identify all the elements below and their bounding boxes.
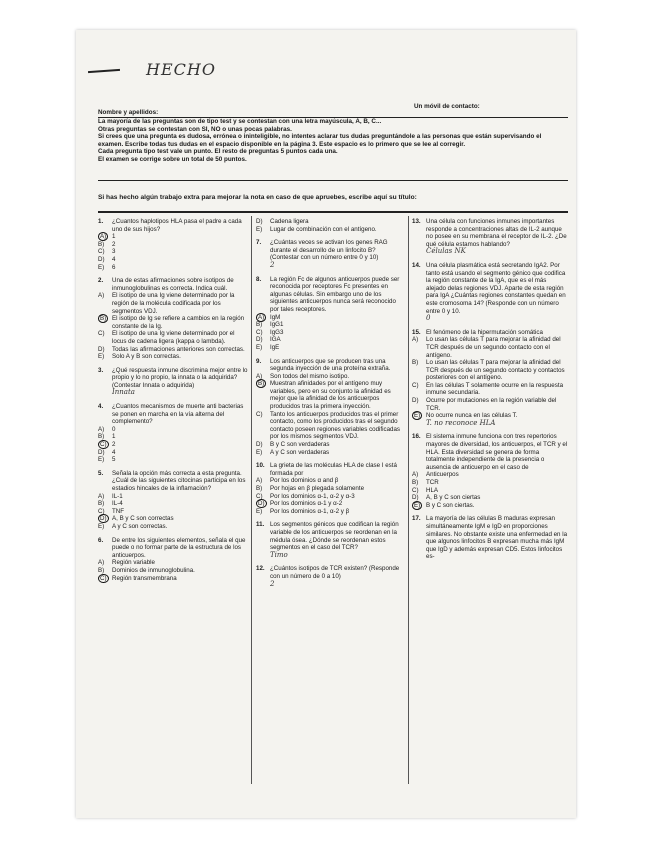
- option-letter: [98, 248, 112, 256]
- option-text: 4: [112, 448, 116, 456]
- option-letter-text: B): [100, 315, 107, 323]
- option-text: Por los dominios α-1 y α-2: [270, 500, 343, 508]
- option-text: IL-4: [112, 500, 123, 508]
- option-letter: [412, 487, 426, 495]
- option-letter: [98, 426, 112, 434]
- option-text: Ocurre por mutaciones en la región variable del TCR.: [426, 397, 557, 412]
- question: [256, 521, 406, 559]
- option-letter-text: C): [98, 248, 105, 256]
- answer-option: [98, 559, 248, 567]
- question-number: 14.: [412, 261, 421, 269]
- option-letter-text: D): [256, 441, 263, 449]
- option-text: IgG1: [270, 321, 284, 329]
- option-letter: [256, 477, 270, 485]
- option-letter: [412, 336, 426, 359]
- option-letter: [98, 330, 112, 345]
- question-stem: [256, 521, 406, 551]
- question-stem: [256, 358, 406, 373]
- answer-option: [98, 353, 248, 361]
- question-text: Los segmentos génicos que codifican la región variable de los anticuerpos se reordenan en la médula ósea. ¿Dónde se reordenan estos segmentos en el caso del TCR?: [270, 521, 399, 552]
- option-letter-text: C): [98, 507, 105, 515]
- handwritten-answer: Innata: [112, 388, 135, 397]
- option-letter-text: D): [412, 494, 419, 502]
- option-text: A, B y C son correctas: [112, 515, 174, 523]
- question-stem: [256, 462, 406, 477]
- answer-option: [256, 500, 406, 508]
- option-text: 4: [112, 255, 116, 263]
- handwritten-answer: 2: [270, 579, 275, 588]
- option-letter: [256, 380, 270, 410]
- option-letter-text: D): [256, 336, 263, 344]
- option-text: Lugar de combinación con el antígeno.: [270, 225, 377, 233]
- name-label: Nombre y apellidos:: [98, 109, 159, 116]
- answer-option: [98, 346, 248, 354]
- question-stem: [98, 218, 248, 233]
- option-text: Tanto los anticuerpos producidos tras el primer contacto, como los producidos tras el segundo contacto poseen regiones variables codificadas por los mismos segmentos VDJ.: [270, 410, 401, 441]
- answer-option: [256, 449, 406, 457]
- option-letter-text: D): [98, 255, 105, 263]
- option-letter-text: A): [258, 313, 265, 321]
- option-letter-text: A): [412, 471, 419, 479]
- answer-option: [98, 426, 248, 434]
- option-letter: [412, 359, 426, 382]
- option-letter: [256, 226, 270, 234]
- answer-option: [98, 330, 248, 345]
- answer-option: [98, 523, 248, 531]
- option-letter: [256, 485, 270, 493]
- option-letter: [256, 218, 270, 226]
- question: [98, 537, 248, 583]
- handwritten-answer: Timo: [270, 550, 288, 559]
- answer-option: [98, 515, 248, 523]
- option-text: 2: [112, 441, 116, 449]
- option-letter-text: E): [256, 343, 263, 351]
- question-number: 2.: [98, 277, 104, 285]
- option-text: B y C son verdaderas: [270, 441, 330, 449]
- question-stem: [412, 262, 568, 315]
- answer-option: [412, 502, 568, 510]
- option-text: Región variable: [112, 559, 155, 567]
- answer-option: [98, 292, 248, 315]
- option-letter-text: C): [412, 381, 419, 389]
- exam-page: [76, 30, 576, 818]
- option-text: A, B y C son ciertas: [426, 494, 481, 502]
- question: [412, 218, 568, 256]
- option-text: Por los dominios α and β: [270, 477, 339, 485]
- option-letter-text: A): [98, 425, 105, 433]
- handwritten-hecho: HECHO: [146, 60, 216, 79]
- question-stem: [256, 276, 406, 314]
- handwritten-answer: Células NK: [426, 247, 466, 256]
- question-stem: [98, 470, 248, 493]
- answer-option: [98, 508, 248, 516]
- option-letter: [256, 321, 270, 329]
- extra-work-label: Si has hecho algún trabajo extra para mejorar la nota en caso de que apruebes, escribe aquí su título:: [98, 194, 417, 201]
- option-letter: [98, 523, 112, 531]
- answer-option: [98, 500, 248, 508]
- question-number: 12.: [256, 565, 265, 573]
- question-text: Una de estas afirmaciones sobre isotipos de inmunoglobulinas es correcta. Indica cuál.: [112, 277, 234, 292]
- answer-option: [256, 344, 406, 352]
- option-text: Anticuerpos: [426, 471, 459, 479]
- option-letter-text: E): [256, 448, 263, 456]
- question-stem: [412, 218, 568, 248]
- option-letter-text: B): [412, 359, 419, 367]
- option-letter: [256, 441, 270, 449]
- answer-option: [256, 380, 406, 410]
- option-letter-text: D): [258, 500, 265, 508]
- option-letter-text: C): [256, 410, 263, 418]
- question-text: La mayoría de las células B maduras expresan simultáneamente IgM e IgD en proporciones similares. No obstante existe una enfermedad en la que algunos linfocitos B expresan mucha más IgM que IgD y además expresan CD5. Estos linfocitos es-: [426, 515, 568, 561]
- question-text: El sistema inmune funciona con tres repertorios mayores de diversidad, los anticuerpos, el TCR y el HLA. Esta diversidad se genera de forma totalmente independiente de la presencia o ausencia de anticuerpo en el caso de: [426, 433, 568, 471]
- option-text: 0: [112, 425, 116, 433]
- option-letter: [98, 346, 112, 354]
- option-text: El isotipo de una Ig viene determinado por el locus de cadena ligera (kappa o lambda).: [112, 330, 235, 345]
- question-stem: [98, 537, 248, 560]
- question-text: Los anticuerpos que se producen tras una segunda inyección de una proteína extraña.: [270, 357, 391, 373]
- question: [256, 462, 406, 515]
- option-letter: [98, 353, 112, 361]
- question-number: 4.: [98, 403, 104, 411]
- option-text: Lo usan las células T para mejorar la afinidad del TCR después de un segundo contacto y contactos posteriores con el antígeno.: [426, 359, 565, 382]
- option-letter-text: B): [98, 566, 105, 574]
- answer-option: [412, 359, 568, 382]
- answer-option: [98, 567, 248, 575]
- option-letter-text: E): [256, 225, 263, 233]
- option-letter-text: C): [256, 328, 263, 336]
- option-letter-text: A): [256, 372, 263, 380]
- question: [412, 262, 568, 323]
- answer-option: [412, 494, 568, 502]
- option-text: Muestran afinidades por el antígeno muy variables, pero en su conjunto la afinidad es mejor que la afinidad de los anticuerpos producidos tras la primera inyección.: [270, 380, 391, 411]
- option-text: Región transmembrana: [112, 574, 177, 582]
- question: [256, 218, 406, 233]
- option-letter-text: C): [100, 441, 107, 449]
- question-stem: [98, 403, 248, 426]
- option-text: IgE: [270, 343, 280, 351]
- option-letter-text: E): [98, 522, 105, 530]
- question-number: 7.: [256, 239, 262, 247]
- option-letter: [98, 456, 112, 464]
- option-text: Dominios de inmunoglobulina.: [112, 566, 195, 574]
- question-text: Una célula con funciones inmunes importantes responde a concentraciones altas de IL-2 aunque no posee en su membrana el receptor de IL-2. ¿De qué célula estamos hablando?: [426, 218, 567, 248]
- option-text: 5: [112, 456, 116, 464]
- instruction-line: Si crees que una pregunta es dudosa, errónea o ininteligible, no intentes aclarar tus dudas preguntándole a las personas que están supervisando el examen. Escribe todas tus dudas en el espacio disponible en la página 3. Este espacio es lo primero que se lee al corregir.: [98, 133, 542, 148]
- option-text: IGA: [270, 336, 281, 344]
- option-letter: [98, 241, 112, 249]
- option-text: Por hojas en β plegada solamente: [270, 485, 365, 492]
- option-letter: [98, 292, 112, 315]
- option-text: IgG3: [270, 328, 284, 336]
- option-letter-text: B): [258, 380, 265, 388]
- question-stem: [412, 515, 568, 561]
- option-letter-text: A): [100, 233, 107, 241]
- answer-option: [256, 329, 406, 337]
- option-text: Todas las afirmaciones anteriores son correctas.: [112, 345, 245, 353]
- option-letter-text: C): [100, 574, 107, 582]
- option-text: A y C son verdaderas: [270, 448, 330, 456]
- question: [98, 470, 248, 531]
- question-number: 10.: [256, 462, 265, 470]
- question-column-1: [98, 218, 248, 588]
- option-text: El isotipo de Ig se refiere a cambios en la región constante de la Ig.: [112, 315, 245, 330]
- answer-option: [256, 218, 406, 226]
- question: [98, 403, 248, 464]
- option-letter: [98, 264, 112, 272]
- option-letter: [98, 493, 112, 501]
- question: [412, 329, 568, 428]
- answer-option: [98, 248, 248, 256]
- question-number: 13.: [412, 218, 421, 225]
- answer-option: [98, 241, 248, 249]
- question-text: La región Fc de algunos anticuerpos puede ser reconocida por receptores Fc presentes en algunas células. Sin embargo uno de los siguientes anticuerpos nunca será reconocido por tales receptores.: [270, 275, 400, 313]
- option-letter-text: C): [98, 330, 105, 338]
- option-letter: [256, 500, 270, 508]
- question-number: 3.: [98, 366, 104, 374]
- answer-option: [256, 226, 406, 234]
- option-letter-text: D): [98, 448, 105, 456]
- option-letter-text: C): [412, 486, 419, 494]
- instruction-line: El examen se corrige sobre un total de 50 puntos.: [98, 155, 247, 163]
- option-letter: [256, 329, 270, 337]
- option-letter: [256, 336, 270, 344]
- option-letter: [98, 256, 112, 264]
- answer-option: [256, 508, 406, 516]
- question-column-2: [256, 218, 406, 594]
- answer-option: [98, 456, 248, 464]
- option-letter: [412, 502, 426, 510]
- question: [98, 367, 248, 397]
- option-letter-text: D): [98, 345, 105, 353]
- option-letter: [412, 382, 426, 397]
- question-number: 9.: [256, 357, 262, 365]
- option-letter-text: E): [98, 456, 105, 464]
- option-letter-text: D): [100, 515, 107, 523]
- mobile-contact-label: Un móvil de contacto:: [414, 103, 480, 110]
- option-letter-text: E): [98, 353, 105, 361]
- answer-option: [256, 321, 406, 329]
- option-text: El isotipo de una Ig viene determinado por la región de la molécula codificada por los segmentos VDJ.: [112, 292, 235, 315]
- question: [256, 358, 406, 457]
- answer-option: [256, 485, 406, 493]
- answer-option: [256, 441, 406, 449]
- option-letter-text: A): [98, 292, 105, 300]
- option-letter: [98, 515, 112, 523]
- option-text: Por los dominios α-1, α-2 y α-3: [270, 492, 355, 500]
- answer-option: [98, 315, 248, 330]
- question: [256, 565, 406, 588]
- question-stem: [98, 277, 248, 292]
- answer-option: [98, 449, 248, 457]
- pen-scribble: [88, 69, 120, 73]
- option-text: 6: [112, 263, 116, 271]
- option-text: En las células T solamente ocurre en la respuesta inmune secundaria.: [426, 381, 564, 397]
- question-number: 17.: [412, 515, 421, 523]
- answer-option: [412, 382, 568, 397]
- option-letter-text: B): [256, 485, 263, 492]
- option-text: 3: [112, 248, 116, 256]
- option-text: 2: [112, 240, 116, 248]
- instructions-rule: [98, 180, 568, 181]
- question-text: ¿Cuantos mecanismos de muerte anti bacterias se ponen en marcha en la vía alterna del complemento?: [112, 403, 244, 426]
- option-letter: [256, 508, 270, 516]
- option-letter: [256, 411, 270, 441]
- option-text: IL-1: [112, 492, 123, 500]
- option-letter-text: A): [98, 492, 105, 500]
- question-text: ¿Cuantos haplotipos HLA pasa el padre a cada uno de sus hijos?: [112, 218, 242, 233]
- option-letter-text: E): [256, 507, 263, 515]
- question-text: Una célula plasmática está secretando IgA2. Por tanto está usando el segmento génico que codifica la región constante de la IgA, que es el más alejado delas regiones VDJ. Aparte de esta región para IgA ¿Cuántas regiones constantes quedan en este cromosoma 14? (Responde con un número entre 0 y 10.: [426, 261, 566, 315]
- option-letter-text: A): [256, 477, 263, 485]
- question-text: De entre los siguientes elementos, señala el que puede o no formar parte de la estructura de los anticuerpos.: [112, 536, 246, 559]
- answer-option: [98, 256, 248, 264]
- option-letter: [256, 344, 270, 352]
- option-text: Solo A y B son correctas.: [112, 353, 181, 361]
- question-column-3: [412, 218, 568, 567]
- answer-option: [412, 397, 568, 412]
- option-letter: [98, 559, 112, 567]
- option-letter: [98, 441, 112, 449]
- option-letter: [412, 471, 426, 479]
- option-letter: [256, 449, 270, 457]
- question-text: ¿Qué respuesta inmune discrimina mejor entre lo propio y lo no propio, la innata o la adquirida? (Contestar Innata o adquirida): [112, 366, 248, 389]
- option-text: No ocurre nunca en las células T.: [426, 412, 518, 420]
- option-letter-text: E): [414, 412, 421, 420]
- answer-option: [256, 493, 406, 501]
- option-text: 1: [112, 433, 116, 441]
- instruction-line: La mayoría de las preguntas son de tipo test y se contestan con una letra mayúscula, A, B, C...: [98, 118, 382, 125]
- option-letter: [412, 479, 426, 487]
- handwritten-note: T. no reconoce HLA: [426, 418, 496, 427]
- option-letter-text: B): [412, 479, 419, 486]
- question-text: La grieta de las moléculas HLA de clase I está formada por: [270, 462, 397, 477]
- answer-option: [256, 314, 406, 322]
- answer-option: [412, 336, 568, 359]
- question-number: 8.: [256, 275, 262, 283]
- answer-option: [256, 477, 406, 485]
- option-letter: [412, 397, 426, 412]
- question: [98, 277, 248, 361]
- questions-rule: [98, 211, 568, 213]
- question-text: Señala la opción más correcta a esta pregunta. ¿Cuál de las siguientes citocinas participa en los estadios hincales de la inflamación?: [112, 469, 246, 492]
- option-text: Son todos del mismo isotipo.: [270, 372, 350, 380]
- answer-option: [98, 433, 248, 441]
- question-number: 5.: [98, 469, 104, 477]
- question-text: ¿Cuántas veces se activan los genes RAG durante el desarrollo de un linfocito B? (Contestar con un número entre 0 y 10): [270, 239, 388, 262]
- option-letter-text: C): [256, 492, 263, 500]
- option-text: TNF: [112, 507, 125, 515]
- option-letter: [98, 315, 112, 330]
- option-letter-text: D): [412, 397, 419, 405]
- answer-option: [412, 479, 568, 487]
- handwritten-answer: 2: [270, 260, 275, 269]
- option-letter-text: A): [412, 336, 419, 344]
- question-stem: [98, 367, 248, 390]
- option-text: HLA: [426, 486, 439, 494]
- option-letter-text: D): [256, 218, 263, 225]
- option-text: Por los dominios α-1, α-2 y β: [270, 507, 350, 515]
- option-text: IgM: [270, 313, 281, 321]
- option-letter: [412, 412, 426, 420]
- option-letter-text: B): [98, 240, 105, 248]
- question-text: El fenómeno de la hipermutación somática: [426, 328, 543, 336]
- option-letter: [98, 449, 112, 457]
- option-letter-text: A): [98, 559, 105, 567]
- question-number: 1.: [98, 218, 104, 225]
- handwritten-answer: 0: [426, 314, 431, 323]
- question: [256, 276, 406, 352]
- option-text: TCR: [426, 479, 439, 486]
- answer-option: [256, 373, 406, 381]
- question: [256, 239, 406, 269]
- option-text: Lo usan las células T para mejorar la afinidad del TCR después de un segundo contacto con el antígeno.: [426, 336, 561, 359]
- question-number: 6.: [98, 536, 104, 544]
- question-text: ¿Cuántos isotipos de TCR existen? (Responde con un número de 0 a 10): [270, 565, 400, 580]
- option-letter-text: E): [414, 501, 421, 509]
- option-letter: [256, 314, 270, 322]
- answer-option: [98, 233, 248, 241]
- answer-option: [412, 471, 568, 479]
- question-stem: [412, 433, 568, 471]
- answer-option: [256, 336, 406, 344]
- question: [412, 433, 568, 509]
- answer-option: [98, 441, 248, 449]
- option-letter-text: B): [98, 433, 105, 441]
- option-letter-text: E): [98, 263, 105, 271]
- question: [412, 515, 568, 561]
- answer-option: [98, 575, 248, 583]
- option-letter-text: B): [98, 500, 105, 508]
- answer-option: [98, 493, 248, 501]
- option-letter-text: B): [256, 321, 263, 329]
- question: [98, 218, 248, 271]
- question-stem: [256, 565, 406, 580]
- question-stem: [412, 329, 568, 337]
- question-number: 15.: [412, 328, 421, 336]
- answer-option: [412, 487, 568, 495]
- question-number: 11.: [256, 521, 265, 529]
- answer-option: [98, 264, 248, 272]
- instruction-line: Otras preguntas se contestan con SI, NO o unas pocas palabras.: [98, 125, 292, 133]
- option-text: Cadena ligera: [270, 218, 309, 225]
- option-text: 1: [112, 233, 116, 241]
- question-number: 16.: [412, 433, 421, 441]
- option-text: B y C son ciertas.: [426, 501, 475, 509]
- instructions: [98, 118, 568, 164]
- option-letter: [98, 500, 112, 508]
- option-letter: [98, 575, 112, 583]
- column-divider: [408, 216, 409, 784]
- option-letter: [98, 233, 112, 241]
- column-divider: [251, 216, 252, 784]
- instruction-line: Cada pregunta tipo test vale un punto. El resto de preguntas 5 puntos cada una.: [98, 148, 338, 156]
- option-text: A y C son correctas.: [112, 522, 168, 530]
- question-stem: [256, 239, 406, 262]
- answer-option: [256, 411, 406, 441]
